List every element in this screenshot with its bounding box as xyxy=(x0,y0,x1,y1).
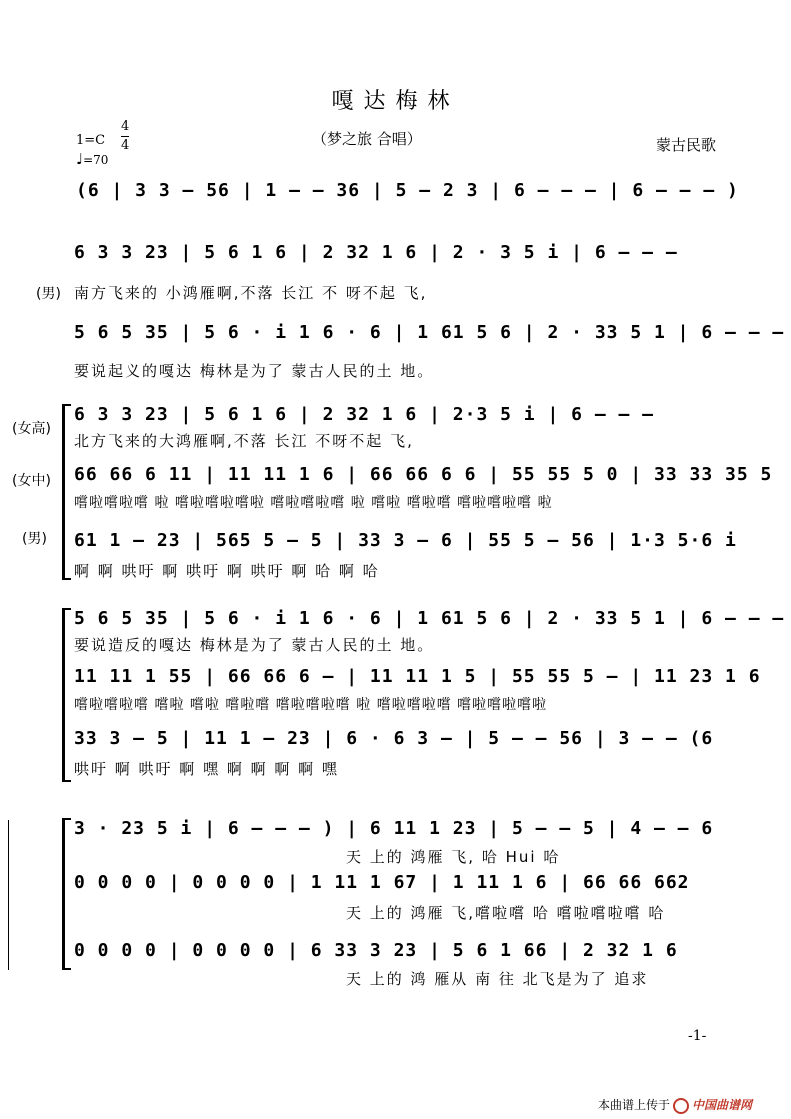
voice-label-soprano: (女高) xyxy=(12,421,51,437)
key-signature: 1=C xyxy=(76,133,106,148)
soprano-notes: 3 · 23 5 i | 6 – – – ) | 6 11 1 23 | 5 – – 5 | 4 – – 6 xyxy=(74,818,714,839)
system-bracket xyxy=(62,404,71,580)
verse1-cont-notes: 5 6 5 35 | 5 6 · i 1 6 · 6 | 1 61 5 6 | 2 · 33 5 1 | 6 – – – xyxy=(74,322,785,343)
tempo-value: =70 xyxy=(83,153,109,167)
alto-notes: 11 11 1 55 | 66 66 6 – | 11 11 1 5 | 55 55 5 – | 11 23 1 6 xyxy=(74,666,761,687)
composer: 蒙古民歌 xyxy=(656,136,717,154)
margin-line xyxy=(8,820,9,970)
upload-text: 本曲谱上传于 xyxy=(598,1098,671,1112)
soprano-lyrics: 要说造反的嘎达 梅林是为了 蒙古人民的土 地。 xyxy=(74,636,435,654)
meter-bottom: 4 xyxy=(121,138,130,153)
verse1-lyrics: 南方飞来的 小鸿雁啊,不落 长江 不 呀不起 飞, xyxy=(74,284,428,302)
voice-label-alto: (女中) xyxy=(12,473,51,489)
page-number: -1- xyxy=(688,1028,707,1044)
alto-notes: 0 0 0 0 | 0 0 0 0 | 1 11 1 67 | 1 11 1 6 | 66 66 662 xyxy=(74,872,690,893)
male-lyrics: 哄吁 啊 哄吁 啊 嘿 啊 啊 啊 啊 嘿 xyxy=(74,760,339,778)
verse1-cont-lyrics: 要说起义的嘎达 梅林是为了 蒙古人民的土 地。 xyxy=(74,362,435,380)
alto-lyrics: 嚐啦嚐啦嚐 啦 嚐啦嚐啦嚐啦 嚐啦嚐啦嚐 啦 嚐啦 嚐啦嚐 嚐啦嚐啦嚐 啦 xyxy=(74,495,553,511)
site-logo-icon xyxy=(673,1098,689,1114)
time-signature xyxy=(121,118,129,155)
soprano-notes: 6 3 3 23 | 5 6 1 6 | 2 32 1 6 | 2·3 5 i | 6 – – – xyxy=(74,404,655,425)
male-notes: 0 0 0 0 | 0 0 0 0 | 6 33 3 23 | 5 6 1 66 | 2 32 1 6 xyxy=(74,940,678,961)
alto-lyrics: 嚐啦嚐啦嚐 嚐啦 嚐啦 嚐啦嚐 嚐啦嚐啦嚐 啦 嚐啦嚐啦嚐 嚐啦嚐啦嚐啦 xyxy=(74,697,548,713)
voice-label-male: (男) xyxy=(36,286,61,302)
soprano-lyrics: 北方飞来的大鸿雁啊,不落 长江 不呀不起 飞, xyxy=(74,432,414,450)
male-lyrics: 啊 啊 哄吁 啊 哄吁 啊 哄吁 啊 哈 啊 哈 xyxy=(74,562,380,580)
verse1-notes: 6 3 3 23 | 5 6 1 6 | 2 32 1 6 | 2 · 3 5 i | 6 – – – xyxy=(74,242,678,263)
alto-lyrics: 天 上的 鸿雁 飞,嚐啦嚐 哈 嚐啦嚐啦嚐 哈 xyxy=(346,904,666,922)
male-notes: 33 3 – 5 | 11 1 – 23 | 6 · 6 3 – | 5 – – 56 | 3 – – (6 xyxy=(74,728,714,749)
system-bracket xyxy=(62,818,71,970)
meter-top: 4 xyxy=(121,119,130,134)
song-subtitle: （梦之旅 合唱） xyxy=(312,130,422,148)
tempo-marking xyxy=(76,150,108,168)
voice-label-male: (男) xyxy=(22,531,47,547)
footer-credit xyxy=(598,1096,752,1114)
alto-notes: 66 66 6 11 | 11 11 1 6 | 66 66 6 6 | 55 55 5 0 | 33 33 35 5 xyxy=(74,464,773,485)
male-notes: 61 1 – 23 | 565 5 – 5 | 33 3 – 6 | 55 5 – 56 | 1·3 5·6 i xyxy=(74,530,737,551)
soprano-notes: 5 6 5 35 | 5 6 · i 1 6 · 6 | 1 61 5 6 | 2 · 33 5 1 | 6 – – – xyxy=(74,608,785,629)
system-bracket xyxy=(62,608,71,782)
male-lyrics: 天 上的 鸿 雁从 南 往 北飞是为了 追求 xyxy=(346,970,649,988)
intro-notes: (6 | 3 3 – 56 | 1 – – 36 | 5 – 2 3 | 6 – – – | 6 – – – ) xyxy=(76,180,739,201)
quarter-note-icon: ♩ xyxy=(76,150,84,168)
song-title: 嘎达梅林 xyxy=(331,89,460,114)
soprano-lyrics: 天 上的 鸿雁 飞, 哈 Hui 哈 xyxy=(346,848,561,866)
brand-name[interactable]: 中国曲谱网 xyxy=(692,1098,753,1112)
